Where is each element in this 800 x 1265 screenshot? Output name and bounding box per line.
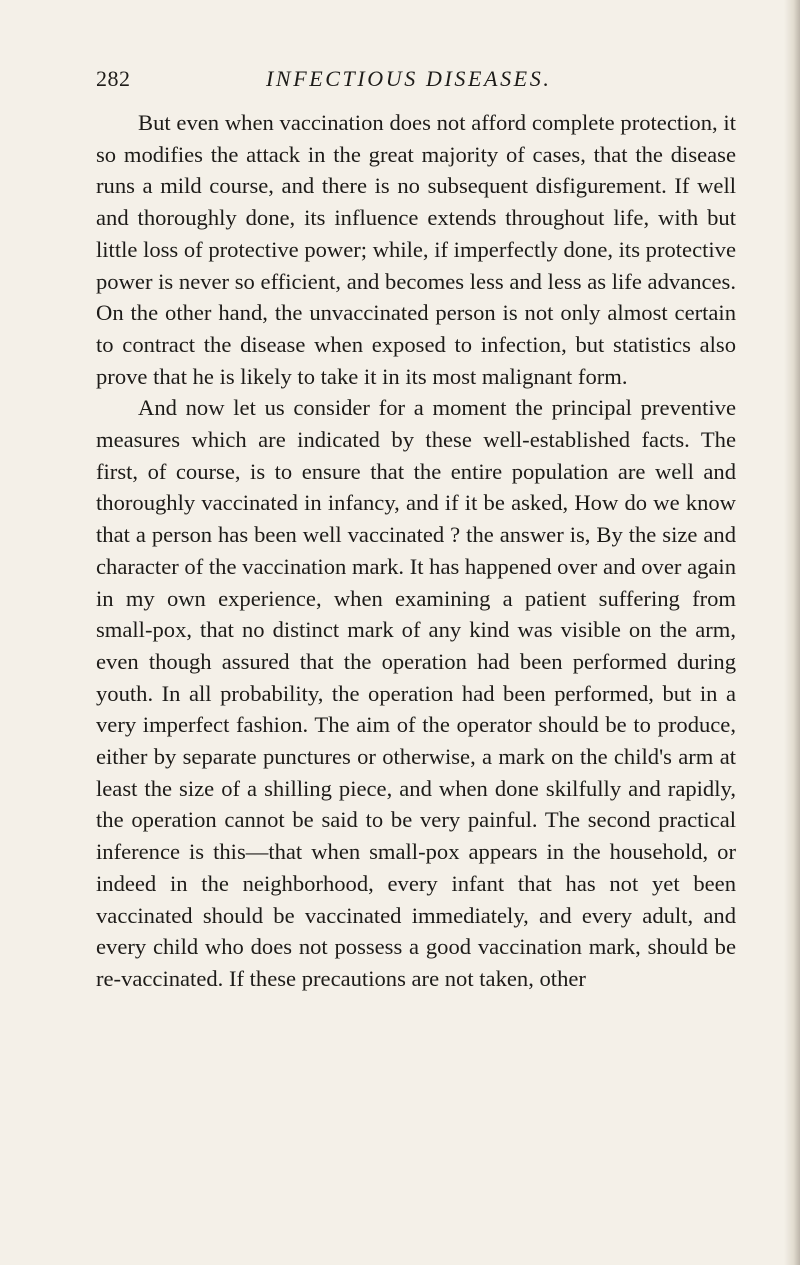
body-text — [96, 107, 736, 995]
page-header — [96, 66, 736, 94]
paragraph-preventive-measures: And now let us consider for a moment the principal preventive measures which are indicated by these well-established facts. The first, of course, is to ensure that the entire population are well and thoroughly vaccinated in infancy, and if it be asked, How do we know that a person has been well vaccinated ? the answer is, By the size and character of the vaccination mark. It has happened over and over again in my own experience, when examining a patient suffering from small-pox, that no distinct mark of any kind was visible on the arm, even though assured that the operation had been performed during youth. In all probability, the operation had been performed, but in a very imperfect fashion. The aim of the operator should be to produce, either by separate punctures or otherwise, a mark on the child's arm at least the size of a shilling piece, and when done skilfully and rapidly, the operation cannot be said to be very painful. The second practical inference is this—that when small-pox appears in the household, or indeed in the neighborhood, every infant that has not yet been vaccinated should be vaccinated immediately, and every adult, and every child who does not possess a good vaccination mark, should be re-vaccinated. If these precautions are not taken, other — [96, 395, 736, 991]
running-head: INFECTIOUS DISEASES. — [266, 66, 552, 91]
page-number: 282 — [96, 66, 131, 91]
paragraph-vaccination-protection: But even when vaccination does not afford complete protection, it so modifies the attack in the great majority of cases, that the disease runs a mild course, and there is no subsequent disfigurement. If well and thoroughly done, its influence extends throughout life, with but little loss of protective power; while, if imperfectly done, its protective power is never so efficient, and becomes less and less as life advances. On the other hand, the unvaccinated person is not only almost certain to contract the disease when exposed to infection, but statistics also prove that he is likely to take it in its most malignant form. — [96, 110, 736, 389]
page-edge-shadow — [784, 0, 800, 1265]
